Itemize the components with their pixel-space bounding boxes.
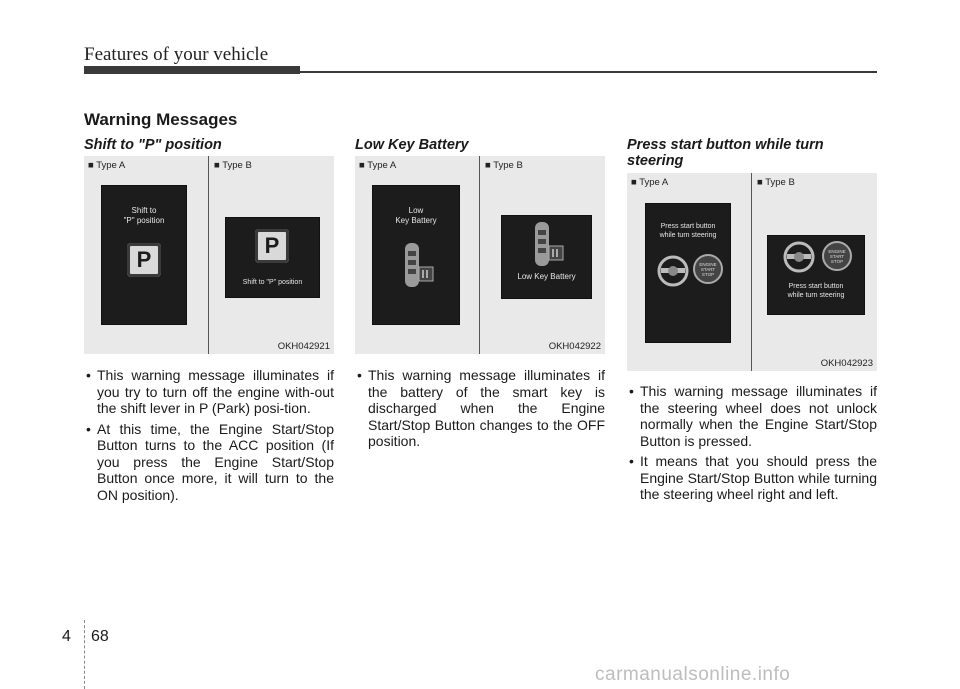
watermark: carmanualsonline.info bbox=[595, 664, 791, 685]
screen-b-message: Press start button while turn steering bbox=[787, 283, 845, 299]
type-b-label: ■ Type B bbox=[757, 177, 795, 188]
smart-key-battery-icon bbox=[531, 220, 565, 272]
header-title: Features of your vehicle bbox=[84, 44, 269, 65]
type-b-label: ■ Type B bbox=[485, 160, 523, 171]
type-b-label: ■ Type B bbox=[214, 160, 252, 171]
bullets-shift-to-p bbox=[84, 367, 334, 507]
engine-start-stop-icon: ENGINE START STOP bbox=[693, 254, 723, 284]
column-press-start-steering bbox=[627, 137, 867, 169]
page-separator bbox=[84, 620, 86, 689]
figure-divider bbox=[208, 156, 209, 354]
screen-a-message: Shift to "P" position bbox=[123, 206, 165, 225]
steering-wheel-icon bbox=[782, 240, 816, 274]
screen-type-b bbox=[501, 215, 592, 299]
type-a-label: ■ Type A bbox=[88, 160, 126, 171]
screen-type-a bbox=[372, 185, 460, 325]
bullet-item: • This warning message illuminates if the battery of the smart key is discharged when the Engine Start/Stop Button changes to the OFF position. bbox=[355, 367, 605, 450]
bullet-item: • This warning message illuminates if you try to turn off the engine with-out the shift lever in P (Park) posi-tion. bbox=[84, 367, 334, 417]
column-shift-to-p bbox=[84, 137, 334, 153]
figure-shift-to-p bbox=[84, 156, 334, 354]
subtitle-press-start-steering: Press start button while turn steering bbox=[627, 137, 824, 169]
p-position-icon: P bbox=[127, 243, 161, 277]
screen-b-message: Shift to "P" position bbox=[242, 279, 303, 286]
page-number: 68 bbox=[91, 628, 109, 645]
chapter-number: 4 bbox=[62, 628, 71, 645]
subtitle-shift-to-p: Shift to "P" position bbox=[84, 137, 222, 153]
bullet-item: • It means that you should press the Engine Start/Stop Button while turning the steering wheel right and left. bbox=[627, 453, 877, 503]
screen-b-message: Low Key Battery bbox=[517, 272, 576, 281]
section-title: Warning Messages bbox=[84, 110, 238, 129]
smart-key-battery-icon bbox=[401, 241, 435, 293]
type-a-label: ■ Type A bbox=[631, 177, 669, 188]
engine-start-stop-icon: ENGINE START STOP bbox=[822, 241, 852, 271]
screen-a-message: Low Key Battery bbox=[395, 206, 437, 225]
screen-type-a bbox=[101, 185, 187, 325]
figure-low-key-battery bbox=[355, 156, 605, 354]
header-rule bbox=[84, 71, 877, 73]
figure-code: OKH042923 bbox=[820, 358, 873, 369]
subtitle-low-key-battery: Low Key Battery bbox=[355, 137, 469, 153]
screen-type-b bbox=[767, 235, 865, 315]
figure-press-start-steering bbox=[627, 173, 877, 371]
column-low-key-battery bbox=[355, 137, 605, 153]
p-position-icon: P bbox=[255, 229, 289, 263]
screen-type-a bbox=[645, 203, 731, 343]
bullets-low-key-battery bbox=[355, 367, 605, 454]
figure-divider bbox=[479, 156, 480, 354]
figure-divider bbox=[751, 173, 752, 371]
bullets-press-start-steering bbox=[627, 383, 877, 507]
steering-wheel-icon bbox=[656, 254, 690, 288]
screen-type-b bbox=[225, 217, 320, 298]
bullet-item: • This warning message illuminates if the steering wheel does not unlock normally when the Engine Start/Stop Button is pressed. bbox=[627, 383, 877, 449]
figure-code: OKH042921 bbox=[277, 341, 330, 352]
figure-code: OKH042922 bbox=[548, 341, 601, 352]
type-a-label: ■ Type A bbox=[359, 160, 397, 171]
bullet-item: • At this time, the Engine Start/Stop Button turns to the ACC position (If you press the Engine Start/Stop Button once more, it will turn to the ON position). bbox=[84, 421, 334, 504]
screen-a-message: Press start button while turn steering bbox=[659, 223, 717, 239]
